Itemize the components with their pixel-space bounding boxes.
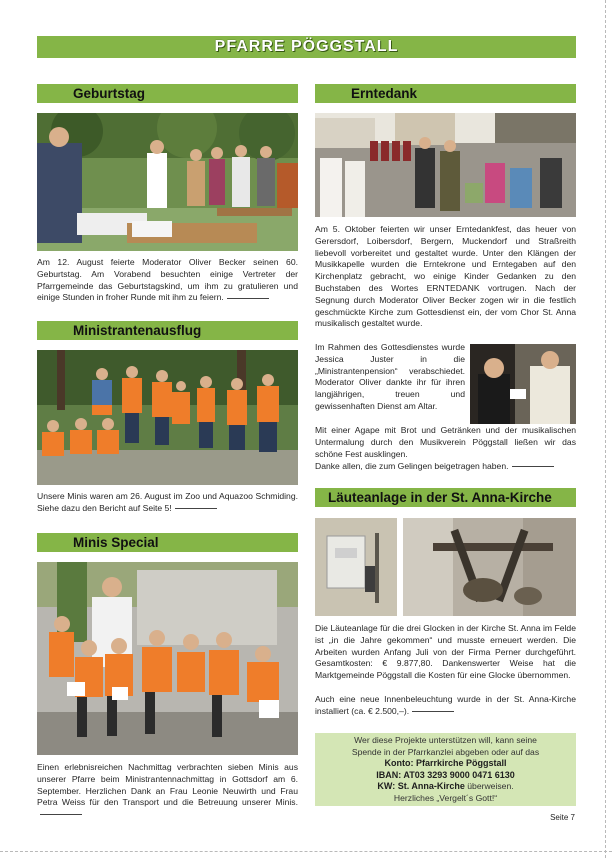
donation-line-2: Spende in der Pfarrkanzlei abgeben oder auf das xyxy=(351,746,540,757)
text-erntedank-main: Am 5. Oktober feierten wir unser Erntedankfest, das heuer von Gerersdorf, Loibersdorf, Bergern, Muckendorf und Straßreith liebevoll vorbereitet und gestaltet wurde. Unter den Klängen der Musikkapelle wurden die Erntekrone und Erntegaben auf den Kirchenplatz gebracht, wo einige Kinder Gedanken zu den Buchstaben des Wortes ERNTEDANK vortrugen. Nach der Segnung durch Moderator Oliver Becker zogen wir in die festlich geschmückte Kirche zum Gottesdienst ein, der vom Chor St. Anna musikalisch gestaltet wurde. xyxy=(315,224,576,329)
page-number: Seite 7 xyxy=(550,813,575,822)
donation-kw: KW: St. Anna-Kirche xyxy=(377,781,465,792)
donation-konto: Konto: Pfarrkirche Pöggstall xyxy=(384,758,507,769)
section-title: Geburtstag xyxy=(73,86,146,101)
section-title: Ministrantenausflug xyxy=(73,323,202,338)
end-rule xyxy=(227,298,269,299)
end-rule xyxy=(412,711,454,712)
section-title: Minis Special xyxy=(73,535,159,550)
text-erntedank-thanks: Danke allen, die zum Gelingen beigetragen haben. xyxy=(315,461,576,473)
text-erntedank-side: Im Rahmen des Gottesdienstes wurde Jessica Juster in die „Ministrantenpension“ verabschiedet. Moderator Oliver dankte ihr für ihren langjährigen, treuen und gewissenhaften Dienst am Altar. xyxy=(315,342,465,411)
text-ministrantenausflug: Unsere Minis waren am 26. August im Zoo und Aquazoo Schmiding. Siehe dazu den Bericht auf Seite 5! xyxy=(37,491,298,513)
photo-schaltkasten xyxy=(315,518,397,616)
photo-ministrantenausflug xyxy=(37,350,298,485)
end-rule xyxy=(512,466,554,467)
photo-erntedank xyxy=(315,113,576,217)
section-header-erntedank xyxy=(315,84,576,103)
photo-glocken xyxy=(403,518,576,616)
photo-birthday xyxy=(37,113,298,251)
donation-thanks: Herzliches „Vergelt´s Gott!“ xyxy=(393,792,498,803)
donation-kw-line xyxy=(315,781,576,793)
text-erntedank-after: Mit einer Agape mit Brot und Getränken und der musikalischen Untermalung durch den Musikverein Pöggstall ließen wir das schöne Fest ausklingen. xyxy=(315,425,576,459)
donation-line-1: Wer diese Projekte unterstützen will, kann seine xyxy=(354,735,537,745)
photo-verabschiedung xyxy=(470,344,576,424)
section-header-ministrantenausflug xyxy=(37,321,298,340)
donation-box xyxy=(315,733,576,806)
cut-line-bottom xyxy=(0,851,612,852)
donation-kw-suffix: überweisen. xyxy=(464,781,514,792)
donation-iban: IBAN: AT03 3293 9000 0471 6130 xyxy=(376,769,515,780)
section-header-laeuteanlage xyxy=(315,488,576,507)
text-minis-special: Einen erlebnisreichen Nachmittag verbrachten sieben Minis aus unserer Pfarre beim Ministrantennachmittag in Gottsdorf am 6. September. Herzlichen Dank an Frau Leonie Neuwirth und Frau Petra Weiss für den Transport und die Betreuung unserer Minis. xyxy=(37,762,298,821)
section-header-minis-special xyxy=(37,533,298,552)
page-banner: PFARRE PÖGGSTALL xyxy=(37,36,576,58)
cut-line-right xyxy=(605,0,606,858)
text-geburtstag: Am 12. August feierte Moderator Oliver Becker seinen 60. Geburtstag. Am Vorabend besuchten einige Vertreter der Pfarrgemeinde das Geburtstagskind, um ihm zu gratulieren und einige Stunden in froher Runde mit ihm zu feiern. xyxy=(37,257,298,303)
end-rule xyxy=(40,814,82,815)
photo-minis-special xyxy=(37,562,298,755)
section-header-geburtstag xyxy=(37,84,298,103)
section-title: Erntedank xyxy=(351,86,418,101)
end-rule xyxy=(175,508,217,509)
text-laeuteanlage-main: Die Läuteanlage für die drei Glocken in der Kirche St. Anna im Felde ist „in die Jahre gekommen“ und musste erneuert werden. Die Arbeiten wurden Anfang Juli von der Firma Perner durchgeführt. Gesamtkosten: € 9.877,80. Dankenswerter Weise hat die Marktgemeinde Pöggstall die Kosten für eine Glocke übernommen. xyxy=(315,623,576,681)
section-title: Läuteanlage in der St. Anna-Kirche xyxy=(328,490,552,505)
text-laeuteanlage-after: Auch eine neue Innenbeleuchtung wurde in der St. Anna-Kirche installiert (ca. € 2.500,–). xyxy=(315,694,576,716)
